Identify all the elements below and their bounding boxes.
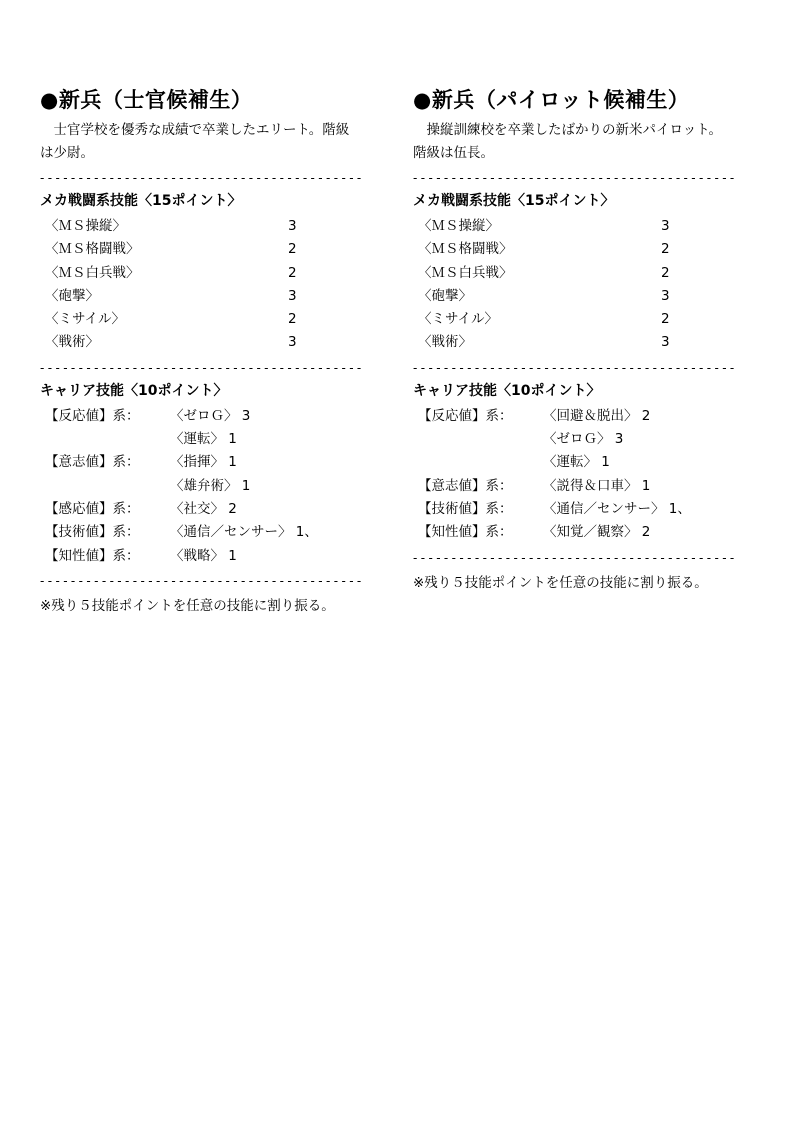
remaining-points-note: ※残り５技能ポイントを任意の技能に割り振る。	[413, 574, 708, 591]
career-row	[40, 545, 367, 568]
career-category: 【感応値】系：	[45, 500, 140, 517]
career-category	[418, 451, 543, 474]
career-skill: 〈運転〉 1	[170, 431, 237, 448]
skill-row	[40, 331, 367, 354]
skill-name: 〈ミサイル〉	[418, 311, 499, 328]
career-skill: 〈知覚／観察〉 2	[543, 524, 651, 541]
career-row	[413, 475, 740, 498]
career-row	[40, 451, 367, 474]
skill-row	[413, 262, 740, 285]
skill-name: 〈戦術〉	[45, 334, 99, 351]
skill-name: 〈ＭＳ操縦〉	[418, 218, 499, 234]
skill-row	[413, 238, 740, 261]
career-category: 【知性値】系：	[45, 547, 140, 564]
skill-value: 3	[288, 334, 297, 351]
career-row	[40, 405, 367, 428]
skill-name: 〈砲撃〉	[418, 287, 472, 304]
dashed-separator: ------------------------------------------	[40, 171, 365, 185]
column-title: ●新兵（士官候補生）	[40, 88, 253, 112]
skill-row	[40, 238, 367, 261]
career-skill: 〈ゼロＧ〉 3	[543, 431, 624, 448]
career-row	[413, 498, 740, 521]
career-row	[413, 451, 740, 474]
dashed-separator: ------------------------------------------	[413, 550, 738, 565]
skill-name: 〈ＭＳ格闘戦〉	[45, 241, 140, 258]
skill-value: 3	[288, 218, 297, 234]
skill-value: 2	[288, 264, 297, 281]
skill-name: 〈ＭＳ格闘戦〉	[418, 241, 513, 258]
skill-value: 2	[661, 311, 670, 328]
skill-row	[40, 215, 367, 238]
career-skill: 〈社交〉 2	[170, 500, 237, 517]
column-description: 士官学校を優秀な成績で卒業したエリート。階級は少尉。	[40, 122, 350, 161]
remaining-points-note: ※残り５技能ポイントを任意の技能に割り振る。	[40, 597, 335, 614]
career-category	[45, 475, 170, 498]
skill-value: 2	[661, 264, 670, 281]
career-row	[413, 405, 740, 428]
career-skills-heading: キャリア技能〈10ポイント〉	[40, 382, 228, 399]
column-title: ●新兵（パイロット候補生）	[413, 88, 690, 112]
skill-row	[40, 262, 367, 285]
career-skill: 〈通信／センサー〉 1、	[543, 500, 691, 517]
career-skill: 〈ゼロＧ〉 3	[170, 407, 251, 424]
skill-value: 2	[288, 311, 297, 328]
career-category: 【技術値】系：	[418, 500, 513, 517]
skill-name: 〈ＭＳ白兵戦〉	[45, 264, 140, 281]
column-description: 操縦訓練校を卒業したばかりの新米パイロット。階級は伍長。	[413, 122, 723, 161]
career-skill: 〈回避＆脱出〉 2	[543, 407, 651, 424]
skill-name: 〈ＭＳ操縦〉	[45, 218, 126, 234]
dashed-separator: ------------------------------------------	[40, 360, 365, 375]
dashed-separator: ------------------------------------------	[413, 171, 738, 185]
skill-row	[413, 331, 740, 354]
career-category: 【知性値】系：	[418, 524, 513, 541]
skill-value: 3	[288, 287, 297, 304]
column-pilot-candidate	[413, 86, 740, 595]
career-category: 【意志値】系：	[45, 454, 140, 471]
skill-value: 3	[661, 218, 670, 234]
skill-row	[413, 215, 740, 238]
career-row	[413, 428, 740, 451]
skill-name: 〈ＭＳ白兵戦〉	[418, 264, 513, 281]
dashed-separator: ------------------------------------------	[413, 360, 738, 375]
career-skill: 〈運転〉 1	[543, 454, 610, 471]
career-skill: 〈雄弁術〉 1	[170, 477, 251, 494]
skill-name: 〈戦術〉	[418, 334, 472, 351]
career-skills-heading: キャリア技能〈10ポイント〉	[413, 382, 601, 399]
career-skill: 〈指揮〉 1	[170, 454, 237, 471]
column-officer-candidate	[40, 86, 367, 618]
career-row	[40, 521, 367, 544]
skill-row	[40, 308, 367, 331]
skill-value: 2	[288, 241, 297, 258]
dashed-separator: ------------------------------------------	[40, 573, 365, 588]
skill-row	[413, 308, 740, 331]
career-skill: 〈通信／センサー〉 1、	[170, 524, 318, 541]
skill-value: 3	[661, 334, 670, 351]
skill-row	[413, 285, 740, 308]
skill-name: 〈ミサイル〉	[45, 311, 126, 328]
career-skill: 〈戦略〉 1	[170, 547, 237, 564]
career-row	[413, 521, 740, 544]
career-category: 【反応値】系：	[418, 407, 513, 424]
skill-value: 3	[661, 287, 670, 304]
career-skill: 〈説得＆口車〉 1	[543, 477, 651, 494]
career-category	[45, 428, 170, 451]
mecha-skills-heading: メカ戦闘系技能〈15ポイント〉	[413, 193, 615, 209]
career-row	[40, 498, 367, 521]
skill-row	[40, 285, 367, 308]
career-row	[40, 475, 367, 498]
career-category	[418, 428, 543, 451]
skill-name: 〈砲撃〉	[45, 287, 99, 304]
mecha-skills-heading: メカ戦闘系技能〈15ポイント〉	[40, 193, 242, 209]
career-category: 【技術値】系：	[45, 524, 140, 541]
skill-value: 2	[661, 241, 670, 258]
career-category: 【反応値】系：	[45, 407, 140, 424]
career-category: 【意志値】系：	[418, 477, 513, 494]
career-row	[40, 428, 367, 451]
